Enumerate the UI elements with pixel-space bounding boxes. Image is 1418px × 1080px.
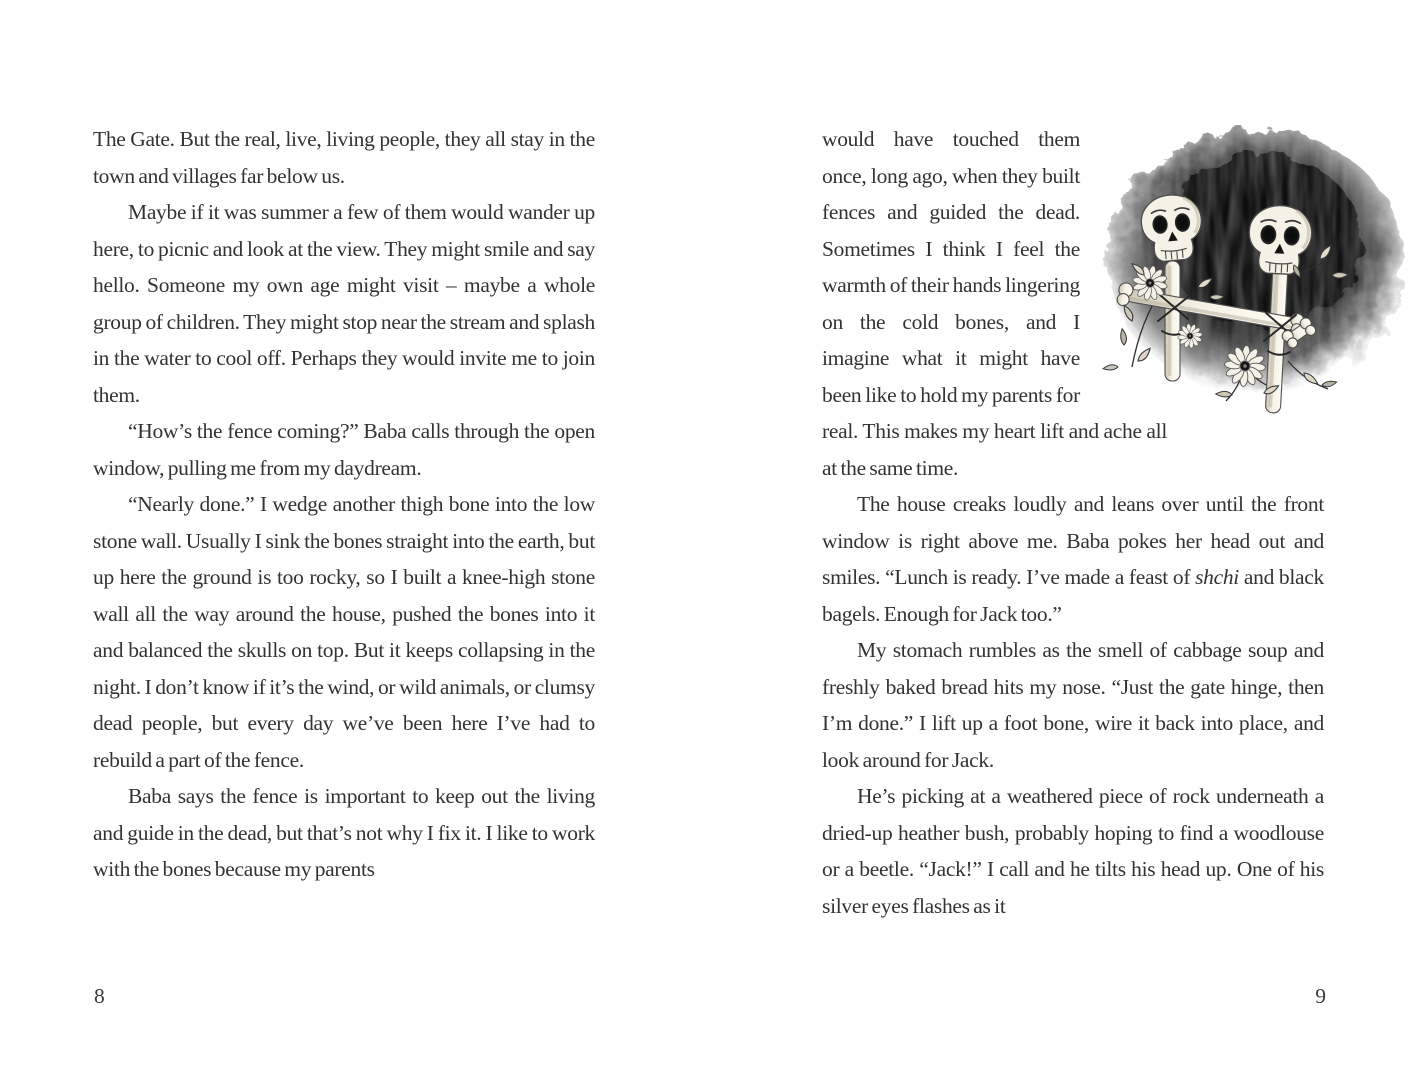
text-run: Maybe if it was summer a few of them would wander up here, to picnic and look at the view. They might smile and say hello. Someone my own age might visit – maybe a whole group of children. They might stop near the stream and splash in the water to cool off. Perhaps they would invite me to join them. — [93, 200, 595, 407]
left-bone-post — [1165, 261, 1180, 381]
text-run: “Nearly done.” I wedge another thigh bone into the low stone wall. Usually I sink the bones straight into the earth, but up here the ground is too rocky, so I built a knee-high stone wall all the way around the house, pushed the bones into it and balanced the skulls on top. But it keeps collapsing in the night. I don’t know if it’s the wind, or wild animals, or clumsy dead people, but every day we’ve been here I’ve had to rebuild a part of the fence. — [93, 492, 595, 772]
illustration-float — [1080, 121, 1324, 449]
paragraph — [93, 194, 595, 413]
paragraph — [93, 413, 595, 486]
text-run: The house creaks loudly and leans over until the front window is right above me. Baba pokes her head out and smiles. “Lunch is ready. I’ve made a feast of — [822, 492, 1324, 589]
paragraph — [93, 778, 595, 888]
text-run: He’s picking at a weathered piece of rock underneath a dried-up heather bush, probably hoping to find a woodlouse or a beetle. “Jack!” I call and he tilts his head up. One of his silver eyes flashes as it — [822, 784, 1324, 918]
page-number-left: 8 — [94, 984, 105, 1008]
paragraph — [93, 121, 595, 194]
skull-fence-illustration — [1098, 125, 1410, 415]
text-run: “How’s the fence coming?” Baba calls through the open window, pulling me from my daydream. — [93, 419, 595, 480]
paragraph — [822, 778, 1324, 924]
text-run: would have touched them once, long ago, when they built fences and guided the dead. Sometimes I think I feel the warmth of their hands lingering on the cold bones, and I imagine what it might have been like to hold my parents for real. This makes my heart lift and ache all at the same time. — [822, 127, 1167, 480]
page-left-text — [93, 121, 595, 888]
page-number-right: 9 — [1315, 984, 1326, 1008]
text-run: My stomach rumbles as the smell of cabbage soup and freshly baked bread hits my nose. “Just the gate hinge, then I’m done.” I lift up a foot bone, wire it back into place, and look around for Jack. — [822, 638, 1324, 772]
paragraph — [93, 486, 595, 778]
paragraph — [822, 486, 1324, 632]
text-run: The Gate. But the real, live, living people, they all stay in the town and villages far below us. — [93, 127, 595, 188]
text-run: Baba says the fence is important to keep out the living and guide in the dead, but that’s not why I fix it. I like to work with the bones because my parents — [93, 784, 595, 881]
page-right — [709, 0, 1418, 1080]
text-run: and black bagels. Enough for Jack too.” — [822, 565, 1324, 626]
page-right-text — [822, 121, 1324, 924]
italic-text-run: shchi — [1195, 565, 1239, 589]
paragraph — [822, 632, 1324, 778]
